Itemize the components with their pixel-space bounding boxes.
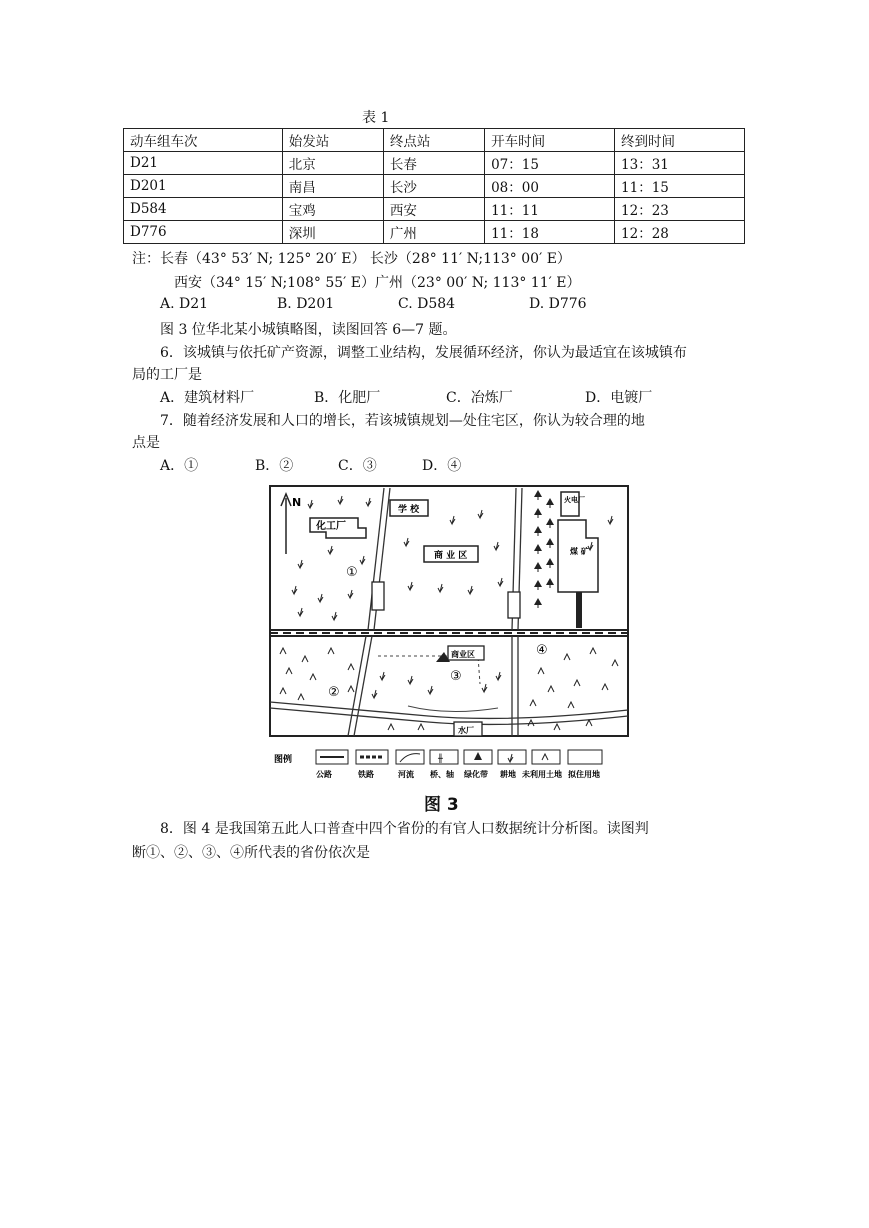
option-a: A．① (160, 458, 199, 474)
question-6-line-2: 局的工厂是 (132, 367, 202, 383)
table-cell: 12：23 (615, 198, 745, 221)
north-label: N (292, 496, 302, 509)
option-a: A. D21 (160, 296, 209, 312)
area-3-label: ③ (450, 669, 462, 684)
table-row (124, 175, 745, 198)
table-cell: 南昌 (282, 175, 383, 198)
table-cell: 北京 (282, 152, 383, 175)
steel-plant (508, 592, 520, 618)
legend-label: 河流 (398, 770, 414, 779)
svg-text:化工厂: 化工厂 (316, 521, 346, 532)
area-1-label: ① (346, 565, 358, 580)
svg-text:水厂: 水厂 (458, 726, 474, 735)
svg-text:╫: ╫ (438, 754, 443, 763)
town-map (268, 484, 631, 782)
option-c: C．③ (338, 458, 377, 474)
table-cell: 11：11 (485, 198, 615, 221)
table-cell: 宝鸡 (282, 198, 383, 221)
legend-label: 桥、轴 (430, 770, 454, 779)
table-row (124, 152, 745, 175)
table-cell: 11：18 (485, 221, 615, 244)
question-8-line-2: 断①、②、③、④所代表的省份依次是 (132, 845, 370, 861)
table-cell: 广州 (383, 221, 484, 244)
table-cell: 12：28 (615, 221, 745, 244)
legend-label: 铁路 (358, 770, 374, 779)
table-row (124, 221, 745, 244)
option-b: B．化肥厂 (314, 390, 381, 406)
table-cell: 08：00 (485, 175, 615, 198)
option-a: A．建筑材料厂 (160, 390, 255, 406)
table-cell: 13：31 (615, 152, 745, 175)
legend-title: 图例 (274, 755, 293, 765)
question-7-line-1: 7．随着经济发展和人口的增长，若该城镇规划—处住宅区，你认为较合理的地 (160, 413, 645, 429)
note-line-2: 西安（34° 15′ N;108° 55′ E）广州（23° 00′ N; 113° 11′ E） (174, 275, 581, 291)
table-cell: D584 (124, 198, 283, 221)
option-c: C．冶炼厂 (446, 390, 513, 406)
table-cell: D201 (124, 175, 283, 198)
table-header-cell: 终点站 (383, 129, 484, 152)
legend-label: 未利用土地 (522, 770, 562, 779)
town-map-drawing (268, 484, 631, 782)
table-cell: 西安 (383, 198, 484, 221)
note-line-1: 注：长春（43° 53′ N; 125° 20′ E） 长沙（28° 11′ N;113° 00′ E） (132, 251, 571, 267)
svg-text:学 校: 学 校 (398, 505, 420, 515)
area-4-label: ④ (536, 643, 548, 658)
paper-mill (372, 582, 384, 610)
legend-label: 拟住用地 (568, 770, 600, 779)
table-cell: D776 (124, 221, 283, 244)
table-caption: 表 1 (362, 110, 390, 126)
option-d: D．④ (422, 458, 462, 474)
water-plant (454, 722, 482, 736)
table-header-row (124, 129, 745, 152)
option-b: B. D201 (277, 296, 335, 312)
option-b: B．② (255, 458, 294, 474)
svg-text:商业区: 商业区 (451, 650, 475, 659)
intro-text: 图 3 位华北某小城镇略图，读图回答 6—7 题。 (160, 322, 457, 338)
area-2-label: ② (328, 685, 340, 700)
question-8-line-1: 8．图 4 是我国第五此人口普查中四个省份的有官人口数据统计分析图。读图判 (160, 821, 649, 837)
table-cell: 深圳 (282, 221, 383, 244)
legend-label: 公路 (316, 770, 332, 779)
svg-text:商 业 区: 商 业 区 (434, 551, 468, 561)
table-header-cell: 始发站 (282, 129, 383, 152)
school (390, 500, 428, 516)
train-table (123, 128, 745, 244)
figure-caption: 图 3 (424, 795, 459, 815)
table-header-cell: 终到时间 (615, 129, 745, 152)
table-row (124, 198, 745, 221)
svg-text:煤 矿: 煤 矿 (570, 547, 589, 556)
map-legend (274, 750, 602, 779)
option-d: D．电镀厂 (585, 390, 653, 406)
legend-label: 绿化带 (464, 770, 488, 779)
table-header-cell: 动车组车次 (124, 129, 283, 152)
question-6-line-1: 6．该城镇与依托矿产资源，调整工业结构，发展循环经济，你认为最适宜在该城镇布 (160, 345, 687, 361)
table-header-cell: 开车时间 (485, 129, 615, 152)
table-cell: D21 (124, 152, 283, 175)
table-cell: 长沙 (383, 175, 484, 198)
svg-text:火电厂: 火电厂 (564, 496, 585, 504)
option-c: C. D584 (398, 296, 456, 312)
table-cell: 11：15 (615, 175, 745, 198)
table-cell: 长春 (383, 152, 484, 175)
table-cell: 07：15 (485, 152, 615, 175)
commercial-district (424, 546, 478, 562)
option-d: D. D776 (529, 296, 587, 312)
legend-label: 耕地 (500, 770, 516, 779)
question-7-line-2: 点是 (132, 435, 160, 451)
